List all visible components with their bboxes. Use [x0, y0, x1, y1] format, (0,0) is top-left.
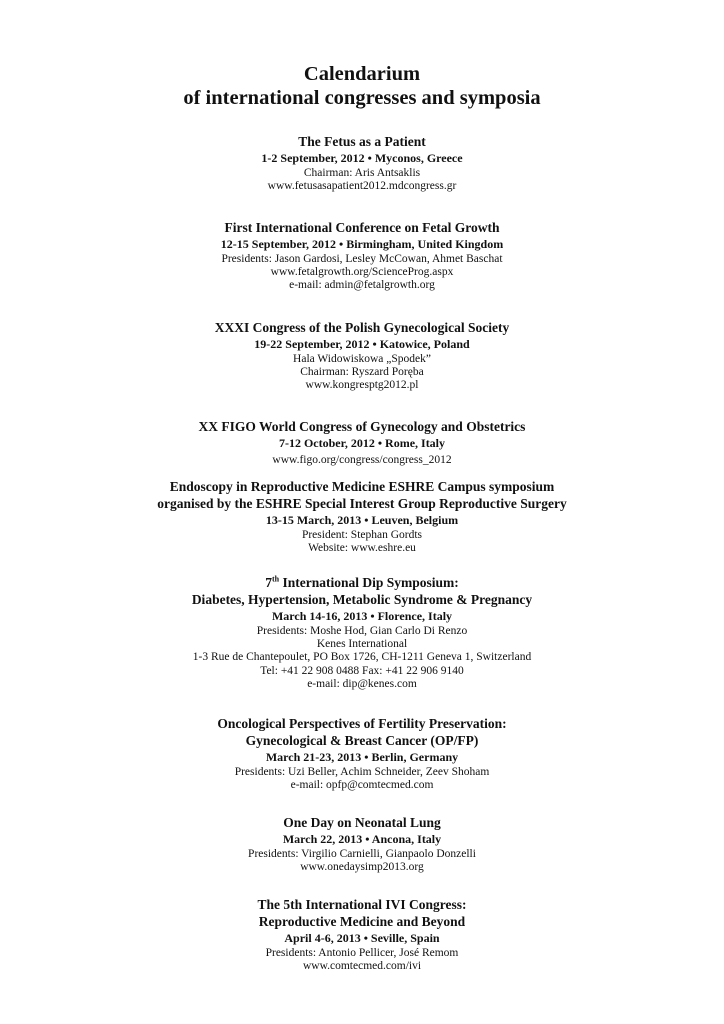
event-entry: [0, 715, 724, 792]
event-detail: Chairman: Aris Antsaklis: [303, 167, 421, 179]
event-detail: Presidents: Uzi Beller, Achim Schneider, Zeev Shoham: [234, 766, 490, 778]
event-website: Website: www.eshre.eu: [308, 542, 416, 555]
event-heading: First International Conference on Fetal Growth: [224, 220, 500, 235]
event-detail: Chairman: Ryszard Poręba: [300, 366, 424, 379]
event-entry: [0, 574, 724, 691]
event-detail: President: Stephan Gordts: [301, 529, 423, 541]
event-email: e-mail: opfp@comtecmed.com: [290, 779, 434, 792]
page-title-line-2: of international congresses and symposia: [183, 87, 541, 109]
event-heading: The 5th International IVI Congress:: [257, 897, 467, 912]
event-heading-line-2: Diabetes, Hypertension, Metabolic Syndrome & Pregnancy: [191, 592, 533, 607]
event-website: www.fetalgrowth.org/ScienceProg.aspx: [270, 266, 454, 279]
event-date-location: 12-15 September, 2012 • Birmingham, United Kingdom: [220, 237, 504, 251]
event-date-location: 1-2 September, 2012 • Myconos, Greece: [261, 151, 463, 165]
event-entry: [0, 814, 724, 874]
event-entry: [0, 133, 724, 193]
event-date-location: March 21-23, 2013 • Berlin, Germany: [265, 750, 459, 764]
event-date-location: March 22, 2013 • Ancona, Italy: [282, 832, 442, 846]
event-detail: Presidents: Moshe Hod, Gian Carlo Di Renzo: [256, 625, 468, 637]
event-phone: Tel: +41 22 908 0488 Fax: +41 22 906 9140: [260, 664, 464, 677]
event-heading: [0, 574, 724, 591]
event-date-location: 19-22 September, 2012 • Katowice, Poland: [254, 337, 470, 351]
event-date-location: 13-15 March, 2013 • Leuven, Belgium: [265, 513, 459, 527]
event-entry: [0, 478, 724, 555]
event-organizer: Kenes International: [316, 638, 408, 651]
event-detail: Presidents: Antonio Pellicer, José Remom: [265, 947, 459, 959]
event-heading: One Day on Neonatal Lung: [283, 815, 441, 830]
event-email: e-mail: dip@kenes.com: [307, 677, 417, 690]
event-heading-ordinal: th: [271, 574, 280, 584]
event-date-location: 7-12 October, 2012 • Rome, Italy: [278, 436, 446, 450]
event-heading: XX FIGO World Congress of Gynecology and Obstetrics: [198, 419, 526, 434]
event-heading-number: 7: [265, 575, 272, 590]
event-email: e-mail: admin@fetalgrowth.org: [289, 279, 435, 292]
event-heading-line-2: organised by the ESHRE Special Interest Group Reproductive Surgery: [157, 496, 567, 511]
event-address: 1-3 Rue de Chantepoulet, PO Box 1726, CH-1211 Geneva 1, Switzerland: [192, 651, 532, 664]
event-heading: XXXI Congress of the Polish Gynecological Society: [214, 320, 510, 335]
event-heading: Oncological Perspectives of Fertility Preservation:: [217, 716, 507, 731]
event-website: www.onedaysimp2013.org: [300, 861, 424, 874]
event-website: www.figo.org/congress/congress_2012: [272, 454, 452, 466]
event-website: www.fetusasapatient2012.mdcongress.gr: [267, 180, 457, 193]
event-entry: [0, 219, 724, 293]
event-venue: Hala Widowiskowa „Spodek”: [293, 353, 431, 365]
event-heading-rest: International Dip Symposium:: [279, 575, 459, 590]
event-heading-line-2: Reproductive Medicine and Beyond: [258, 914, 466, 929]
event-entry: [0, 418, 724, 467]
event-entry: [0, 896, 724, 973]
event-date-location: April 4-6, 2013 • Seville, Spain: [284, 931, 440, 945]
event-heading: Endoscopy in Reproductive Medicine ESHRE Campus symposium: [169, 479, 555, 494]
event-website: www.kongresptg2012.pl: [305, 379, 419, 392]
event-detail: Presidents: Virgilio Carnielli, Gianpaolo Donzelli: [248, 848, 476, 860]
event-detail: Presidents: Jason Gardosi, Lesley McCowan, Ahmet Baschat: [221, 253, 503, 265]
page-title: [0, 62, 724, 110]
event-heading-line-2: Gynecological & Breast Cancer (OP/FP): [245, 733, 479, 748]
event-website: www.comtecmed.com/ivi: [302, 960, 422, 973]
event-heading: The Fetus as a Patient: [298, 134, 426, 149]
page-title-line-1: Calendarium: [303, 63, 421, 85]
event-date-location: March 14-16, 2013 • Florence, Italy: [271, 609, 453, 623]
event-entry: [0, 319, 724, 393]
